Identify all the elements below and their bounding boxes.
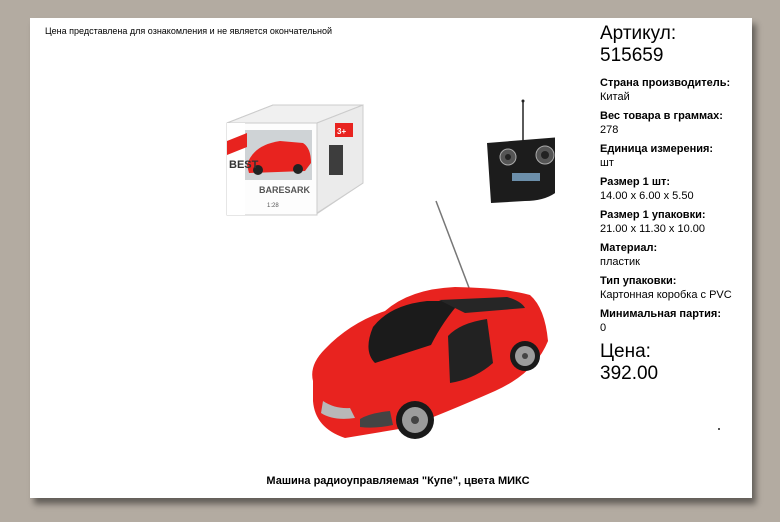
red-car: [312, 287, 548, 439]
price-value: 392.00: [600, 363, 659, 384]
attr-label: Размер 1 упаковки:: [600, 209, 706, 221]
attr-value: пластик: [600, 256, 640, 268]
attr-label: Размер 1 шт:: [600, 176, 671, 188]
attr-value: 278: [600, 124, 619, 136]
attr-label: Единица измерения:: [600, 143, 714, 155]
attr-label: Вес товара в граммах:: [600, 110, 723, 122]
attr-value: Китай: [600, 91, 630, 103]
attr-country: [600, 77, 750, 104]
price-disclaimer: Цена представлена для ознакомления и не является окончательной: [45, 26, 333, 36]
attr-label: Страна производитель:: [600, 77, 731, 89]
attr-material: [600, 242, 750, 269]
remote-control: [487, 100, 555, 204]
article-label: Артикул:: [600, 23, 677, 44]
product-title: Машина радиоуправляемая "Купе", цвета МИКС: [266, 475, 530, 487]
attr-label: Минимальная партия:: [600, 308, 721, 320]
attr-label: Тип упаковки:: [600, 275, 677, 287]
product-info-panel: [600, 23, 750, 395]
attr-value: шт: [600, 157, 614, 169]
attr-unit: [600, 143, 750, 170]
price-block: [600, 341, 750, 385]
article-value: 515659: [600, 45, 664, 66]
attr-size-package: [600, 209, 750, 236]
attr-value: 14.00 x 6.00 x 5.50: [600, 190, 694, 202]
attr-value: Картонная коробка с PVC: [600, 289, 732, 301]
attr-min-batch: [600, 308, 750, 335]
attr-size-unit: [600, 176, 750, 203]
price-label: Цена:: [600, 341, 651, 362]
box-brand-text: BARESARK: [259, 185, 311, 195]
car-antenna: [436, 201, 471, 293]
attr-weight: [600, 110, 750, 137]
box-age-text: 3+: [337, 127, 347, 136]
box-scale-text: 1:28: [267, 203, 279, 209]
box-best-text: BEST: [229, 159, 259, 171]
stray-dot: [718, 428, 720, 430]
attr-package-type: [600, 275, 750, 302]
attr-value: 21.00 x 11.30 x 10.00: [600, 223, 705, 235]
attr-label: Материал:: [600, 242, 658, 254]
toy-box: [227, 105, 363, 215]
attr-value: 0: [600, 322, 607, 334]
product-card: [30, 18, 752, 498]
product-image: [225, 83, 555, 468]
